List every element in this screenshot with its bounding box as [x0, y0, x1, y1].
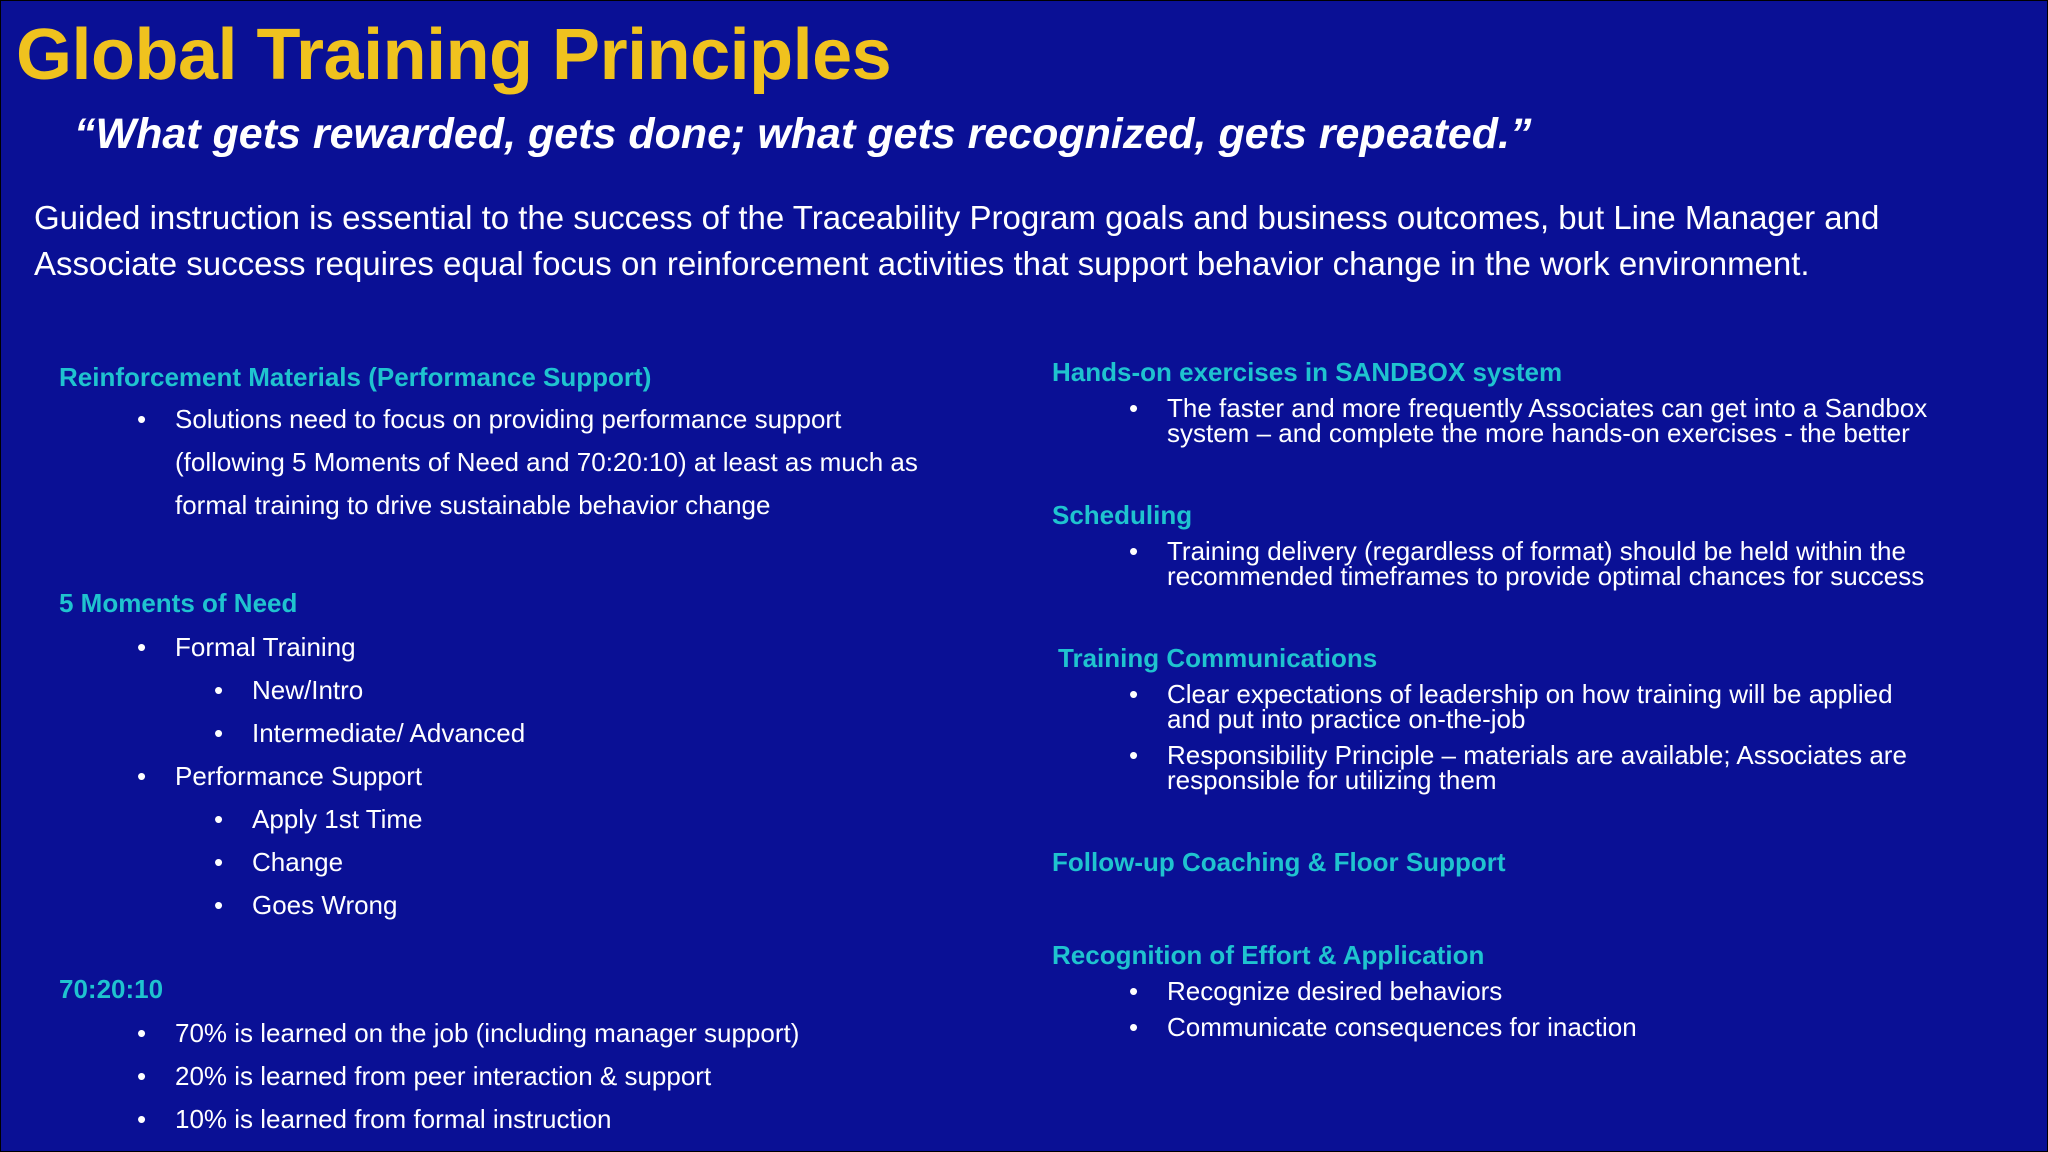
bullet-line: recommended timeframes to provide optimal chances for success	[1167, 561, 1925, 591]
bullet-20: • 20% is learned from peer interaction & support	[175, 1055, 711, 1098]
bullet-scheduling	[1167, 536, 1925, 591]
bullet-performance-support: • Performance Support	[175, 755, 422, 798]
bullet-line: and put into practice on-the-job	[1167, 704, 1526, 734]
bullet-line: system – and complete the more hands-on exercises - the better	[1167, 418, 1910, 448]
slide-title: Global Training Principles	[16, 15, 892, 95]
intro-line: Associate success requires equal focus on reinforcement activities that support behavior change in the work environment.	[34, 245, 1810, 282]
heading-5-moments: 5 Moments of Need	[59, 588, 298, 618]
heading-follow-up-coaching: Follow-up Coaching & Floor Support	[1052, 847, 1506, 877]
heading-70-20-10: 70:20:10	[59, 974, 164, 1004]
bullet-10: • 10% is learned from formal instruction	[175, 1098, 611, 1141]
bullet-line: formal training to drive sustainable behavior change	[175, 490, 771, 520]
bullet-intermediate: • Intermediate/ Advanced	[252, 712, 525, 755]
bullet-formal-training: • Formal Training	[175, 626, 356, 669]
bullet-line: • Clear expectations of leadership on how training will be applied	[1167, 679, 1893, 709]
bullet-line: • Training delivery (regardless of format) should be held within the	[1167, 536, 1906, 566]
intro-line: Guided instruction is essential to the success of the Traceability Program goals and business outcomes, but Line Manager and	[34, 199, 1880, 236]
heading-recognition: Recognition of Effort & Application	[1052, 940, 1485, 970]
bullet-line: • The faster and more frequently Associates can get into a Sandbox	[1167, 393, 1928, 423]
heading-scheduling: Scheduling	[1052, 500, 1193, 530]
heading-sandbox: Hands-on exercises in SANDBOX system	[1052, 357, 1563, 387]
intro-paragraph	[34, 195, 2024, 287]
slide-quote: “What gets rewarded, gets done; what gets recognized, gets repeated.”	[74, 110, 1532, 158]
bullet-responsibility-principle	[1167, 740, 1907, 795]
bullet-apply-first-time: • Apply 1st Time	[252, 798, 423, 841]
bullet-reinforcement	[175, 398, 918, 527]
bullet-new-intro: • New/Intro	[252, 669, 363, 712]
bullet-sandbox	[1167, 393, 1928, 448]
bullet-clear-expectations	[1167, 679, 1893, 734]
bullet-line: responsible for utilizing them	[1167, 765, 1497, 795]
bullet-line: (following 5 Moments of Need and 70:20:10) at least as much as	[175, 447, 918, 477]
heading-reinforcement: Reinforcement Materials (Performance Support)	[59, 362, 652, 392]
bullet-goes-wrong: • Goes Wrong	[252, 884, 397, 927]
bullet-70: • 70% is learned on the job (including manager support)	[175, 1012, 799, 1055]
bullet-recognize-behaviors: • Recognize desired behaviors	[1167, 979, 1502, 1004]
bullet-line: • Solutions need to focus on providing performance support	[175, 404, 842, 434]
bullet-communicate-consequences: • Communicate consequences for inaction	[1167, 1015, 1637, 1040]
heading-training-communications: Training Communications	[1058, 643, 1378, 673]
bullet-line: • Responsibility Principle – materials are available; Associates are	[1167, 740, 1907, 770]
bullet-change: • Change	[252, 841, 343, 884]
